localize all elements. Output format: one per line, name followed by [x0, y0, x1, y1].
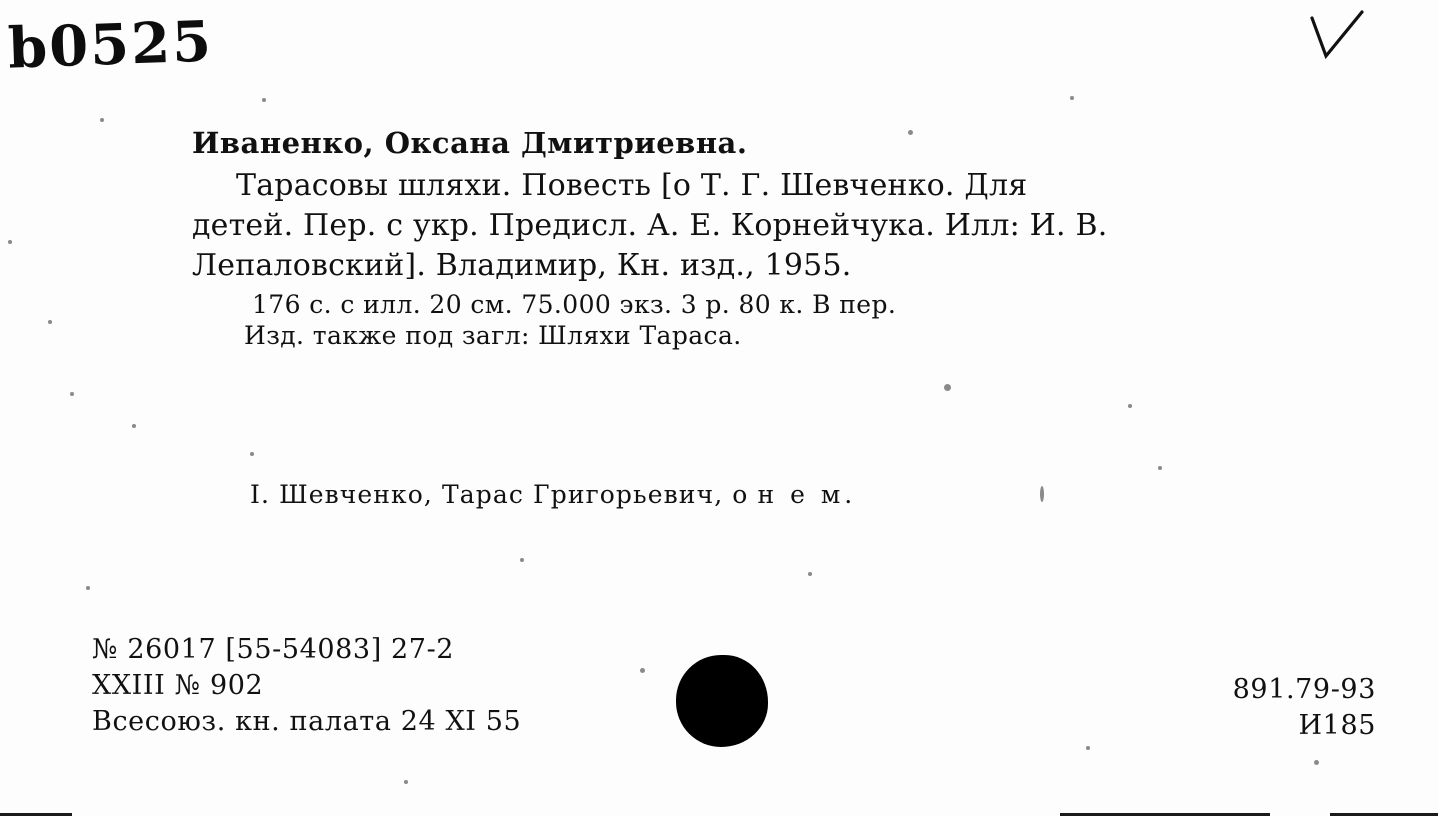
paper-speckle — [944, 384, 951, 391]
author-mark: И185 — [1298, 710, 1376, 742]
paper-speckle — [1040, 486, 1044, 502]
control-number-line-2: XXIII № 902 — [92, 669, 264, 701]
ink-blot-icon — [676, 655, 768, 747]
subject-tracing-text: I. Шевченко, Тарас Григорьевич, о — [250, 480, 749, 509]
author-heading: Иваненко, Оксана Дмитриевна. — [192, 126, 748, 160]
paper-speckle — [86, 586, 90, 590]
paper-speckle — [404, 780, 408, 784]
title-line-2: детей. Пер. с укр. Предисл. А. Е. Корнейчука. Илл: И. В. — [192, 207, 1108, 243]
paper-speckle — [132, 424, 136, 428]
paper-speckle — [1128, 404, 1132, 408]
paper-speckle — [100, 118, 104, 122]
subject-tracing-tail: н е м. — [757, 480, 857, 509]
paper-speckle — [262, 98, 266, 102]
paper-speckle — [520, 558, 524, 562]
paper-speckle — [640, 668, 645, 673]
accession-number: b0525 — [6, 8, 215, 82]
control-number-line-1: № 26017 [55-54083] 27-2 — [92, 634, 455, 665]
paper-speckle — [250, 452, 254, 456]
paper-speckle — [8, 240, 12, 244]
subject-tracing — [250, 480, 856, 509]
udc-number: 891.79-93 — [1232, 674, 1376, 705]
physical-description: 176 с. с илл. 20 см. 75.000 экз. 3 р. 80 к. В пер. — [252, 289, 897, 319]
title-line-1: Тарасовы шляхи. Повесть [о Т. Г. Шевченко. Для — [236, 168, 1028, 203]
paper-speckle — [808, 572, 812, 576]
classification-block — [1233, 672, 1376, 745]
paper-speckle — [1314, 760, 1319, 765]
control-numbers — [92, 632, 521, 740]
paper-speckle — [1158, 466, 1162, 470]
title-statement — [192, 166, 1382, 286]
paper-speckle — [70, 392, 74, 396]
check-mark-icon — [1308, 10, 1368, 62]
paper-speckle — [48, 320, 52, 324]
paper-speckle — [1070, 96, 1074, 100]
title-line-3: Лепаловский]. Владимир, Кн. изд., 1955. — [192, 247, 852, 283]
bibliographic-record — [192, 126, 1382, 350]
record-note: Изд. также под загл: Шляхи Тараса. — [244, 320, 742, 350]
control-number-line-3: Всесоюз. кн. палата 24 XI 55 — [92, 705, 522, 737]
paper-speckle — [1086, 746, 1090, 750]
